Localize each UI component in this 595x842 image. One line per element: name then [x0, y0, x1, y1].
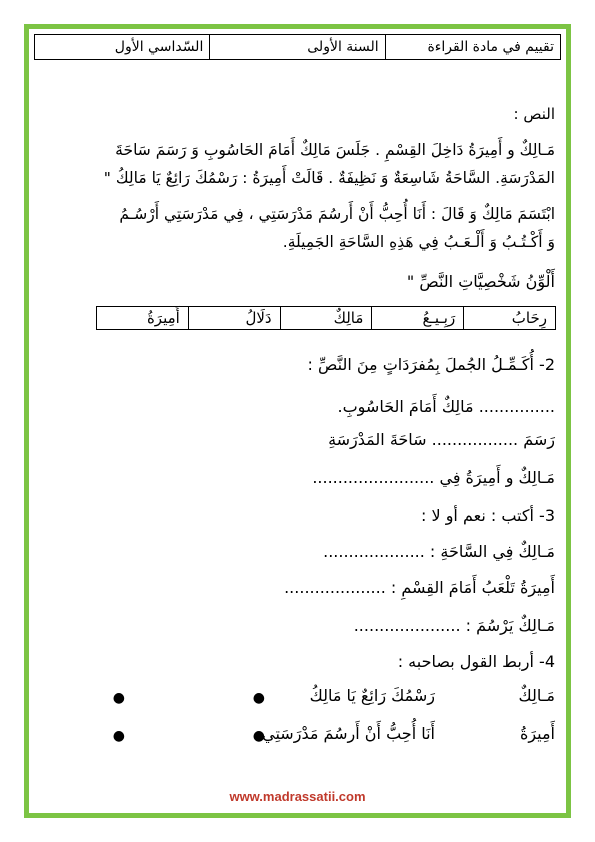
character-cell[interactable]: رِحَابُ	[463, 307, 555, 329]
q3-item: مَـالِكٌ يَرْسُمَ : .....................	[353, 616, 555, 635]
q4-name: مَـالِكٌ	[518, 686, 555, 705]
character-cell[interactable]: مَالِكٌ	[280, 307, 372, 329]
header-semester: السّداسي الأول	[114, 39, 204, 55]
character-cell[interactable]: أَمِيرَةُ	[146, 309, 180, 327]
footer-url[interactable]: www.madrassatii.com	[229, 789, 366, 804]
q4-bullet-icon: ●	[112, 728, 125, 744]
q4-quote: أَنَا أُحِبُّ أَنْ أَرسُمَ مَدْرَسَتِي	[262, 724, 435, 743]
character-cell[interactable]: دَلَالُ	[188, 307, 280, 329]
q4-bullet-icon: ●	[112, 690, 125, 706]
worksheet-content	[40, 60, 555, 810]
q2-label: 2- أُكَـمِّـلُ الجُملَ بِمُفرَدَاتٍ مِنَ النَّصِّ :	[307, 355, 555, 374]
q2-item: مَـالِكٌ و أَمِيرَةُ فِي ........................	[312, 468, 555, 487]
q4-bullet-icon: ●	[252, 690, 265, 706]
header-title: تقييم في مادة القراءة	[385, 35, 560, 59]
q4-label: 4- أربط القول بصاحبه :	[397, 652, 555, 671]
q3-item: مَـالِكٌ فِي السَّاحَةِ : ....................	[323, 542, 555, 561]
text-label: النص :	[513, 105, 555, 123]
text-line: ابْتَسَمَ مَالِكٌ وَ قَالَ : أَنَا أُحِبُّ أَنْ أَرسُمَ مَدْرَسَتِي ، فِي مَدْرَسَتِي أَرْسُـمُ	[119, 205, 555, 223]
header-table	[34, 34, 561, 60]
text-line: مَـالِكٌ و أَمِيرَةُ دَاخِلَ القِسْمِ . جَلَسَ مَالِكٌ أَمَامَ الحَاسُوبِ وَ رَسَمَ سَاحَةَ	[115, 141, 555, 159]
character-cell[interactable]: رَبِـيـعُ	[371, 307, 463, 329]
text-line: وَ أَكْـتُـبُ وَ أَلْـعَـبُ فِي هَذِهِ السَّاحَةِ الجَمِيلَةِ.	[282, 233, 555, 251]
q4-quote: رَسْمُكَ رَائِعٌ يَا مَالِكُ	[309, 686, 435, 705]
q4-name: أَمِيرَةُ	[519, 724, 555, 743]
q1-label: أَلْوِّنُ شَخْصِيَّاتِ النَّصِّ "	[406, 272, 555, 291]
q4-bullet-icon: ●	[252, 728, 265, 744]
text-line: المَدْرَسَةِ. السَّاحَةُ شَاسِعَةٌ وَ نَظِيفَةٌ . قَالَتْ أَمِيرَةُ : رَسْمُكَ رَائِعٌ يَا مَالِكُ "	[103, 169, 555, 187]
q3-label: 3- أكتب : نعم أو لا :	[421, 506, 555, 525]
q2-item: ............... مَالِكٌ أَمَامَ الحَاسُوبِ.	[337, 397, 555, 416]
q3-item: أَمِيرَةُ تَلْعَبُ أَمَامَ القِسْمِ : ....................	[284, 578, 555, 597]
header-year: السنة الأولى	[209, 35, 384, 59]
q2-item: رَسَمَ ................. سَاحَةَ المَدْرَسَةِ	[328, 430, 555, 449]
characters-table	[96, 306, 556, 330]
